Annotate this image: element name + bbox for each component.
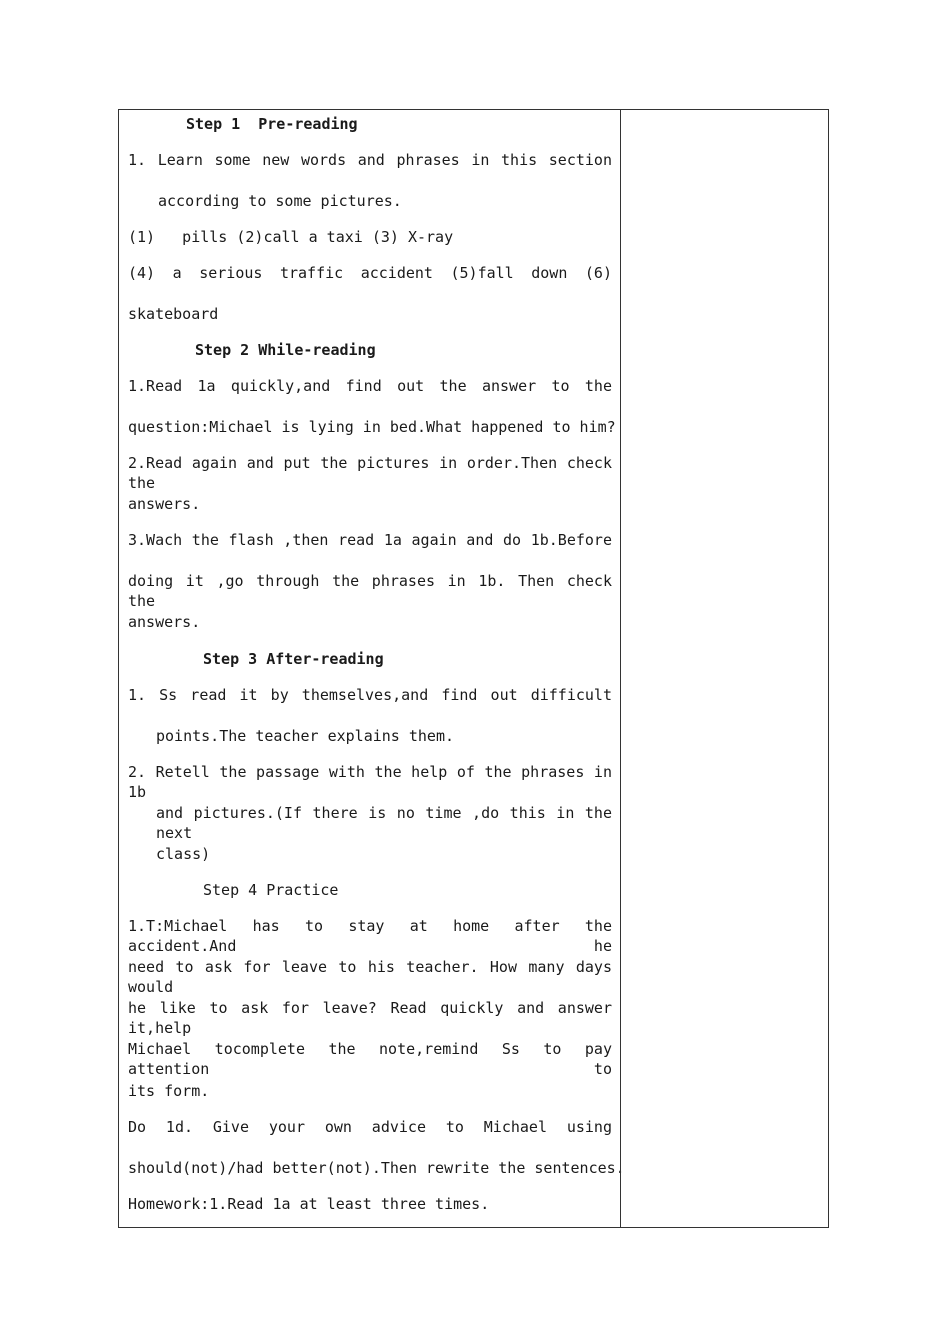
step4-p1-line5: its form.	[128, 1082, 210, 1100]
lesson-table	[118, 109, 829, 1228]
step2-item3-line1: 3.Wach the flash ,then read 1a again and do 1b.Before	[128, 531, 612, 549]
step1-vocab-line1: (1) pills (2)call a taxi (3) X-ray	[128, 228, 454, 246]
step2-item2-line2: answers.	[128, 495, 201, 513]
step4-p1-line2: need to ask for leave to his teacher. How many days would	[128, 958, 612, 996]
step1-vocab-line3: skateboard	[128, 305, 219, 323]
notes-cell	[621, 110, 828, 1227]
step2-item3-line3: answers.	[128, 613, 201, 631]
step2-heading: Step 2 While-reading	[195, 341, 376, 359]
step1-vocab-line2: (4) a serious traffic accident (5)fall down (6)	[128, 264, 612, 282]
step1-item1-line2: according to some pictures.	[158, 192, 402, 210]
step1-heading: Step 1 Pre-reading	[186, 115, 358, 133]
step2-item2-line1: 2.Read again and put the pictures in order.Then check the	[128, 454, 612, 492]
step3-item2-line3: class)	[156, 845, 211, 863]
step2-item1-line2: question:Michael is lying in bed.What happened to him?	[128, 418, 616, 436]
step2-item1-line1: 1.Read 1a quickly,and find out the answer to the	[128, 377, 612, 395]
step3-item2-line1: 2. Retell the passage with the help of the phrases in 1b	[128, 763, 612, 801]
step4-p1-line4: Michael tocomplete the note,remind Ss to pay attention to	[128, 1040, 612, 1078]
step4-p2-line2: should(not)/had better(not).Then rewrite the sentences.	[128, 1159, 625, 1177]
step4-p1-line1: 1.T:Michael has to stay at home after the accident.And he	[128, 917, 612, 955]
step3-item1-line1: 1. Ss read it by themselves,and find out difficult	[128, 686, 612, 704]
step4-heading: Step 4 Practice	[203, 881, 339, 899]
step4-p2-line1: Do 1d. Give your own advice to Michael using	[128, 1118, 612, 1136]
homework-line: Homework:1.Read 1a at least three times.	[128, 1195, 490, 1213]
step4-p1-line3: he like to ask for leave? Read quickly and answer it,help	[128, 999, 612, 1037]
step3-item2-line2: and pictures.(If there is no time ,do this in the next	[156, 804, 612, 842]
step3-heading: Step 3 After-reading	[203, 650, 384, 668]
step1-item1-line1: 1. Learn some new words and phrases in this section	[128, 151, 612, 169]
step3-item1-line2: points.The teacher explains them.	[156, 727, 455, 745]
step2-item3-line2: doing it ,go through the phrases in 1b. Then check the	[128, 572, 612, 610]
